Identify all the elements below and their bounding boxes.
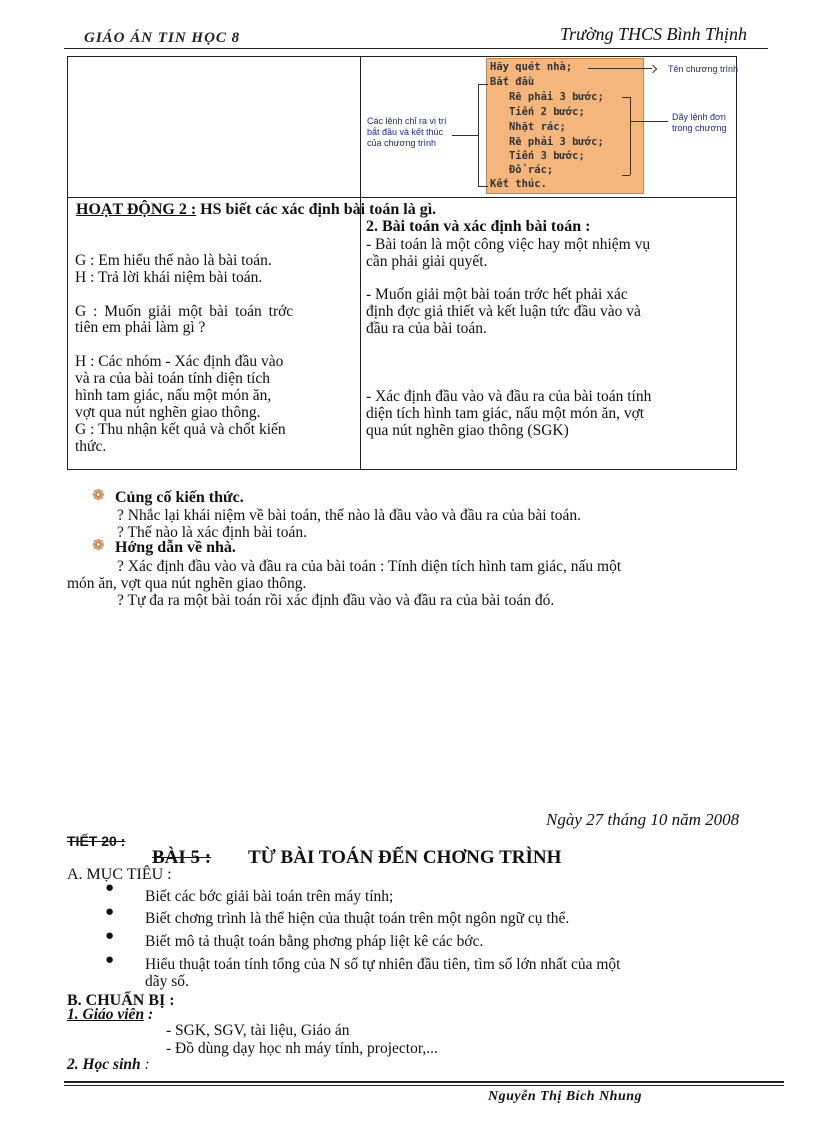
bracket-line: [630, 97, 631, 175]
lesson-date: Ngày 27 tháng 10 năm 2008: [546, 810, 740, 829]
bracket-line: [622, 175, 630, 176]
code-line: Đổ rác;: [490, 164, 554, 176]
footer-author: Nguyễn Thị Bích Nhung: [488, 1089, 643, 1104]
bullet-icon: ●: [105, 928, 115, 944]
student-label: 2. Học sinh: [67, 1056, 141, 1073]
teacher-item: - Đồ dùng dạy học nh máy tính, projector,...: [166, 1040, 438, 1057]
note-start-end: bắt đầu và kết thúc: [367, 127, 444, 137]
right-line: qua nút nghẽn giao thông (SGK): [366, 422, 569, 439]
right-line: - Xác định đầu vào và đầu ra của bài toán tính: [366, 388, 652, 405]
left-line: hình tam giác, nấu một món ăn,: [75, 387, 272, 404]
code-line: Tiến 3 bước;: [490, 150, 585, 162]
left-line: G : Thu nhận kết quả và chốt kiến: [75, 421, 286, 438]
left-line: H : Trả lời khái niệm bài toán.: [75, 269, 263, 286]
left-line: H : Các nhóm - Xác định đầu vào: [75, 353, 284, 370]
code-line: Bắt đầu: [490, 76, 535, 88]
note-commands: Dãy lệnh đơn: [672, 112, 726, 122]
homework-line: ? Tự đa ra một bài toán rồi xác định đầu vào và đầu ra của bài toán đó.: [117, 592, 555, 609]
footer-rule-thin: [64, 1085, 784, 1086]
homework-line: ? Xác định đầu vào và đầu ra của bài toán : Tính diện tích hình tam giác, nấu một: [117, 558, 622, 575]
header-right: Trường THCS Bình Thịnh: [560, 24, 747, 44]
consolidate-line: ? Thế nào là xác định bài toán.: [117, 524, 307, 541]
consolidate-line: ? Nhắc lại khái niệm về bài toán, thế nào là đầu vào và đầu ra của bài toán.: [117, 507, 581, 524]
note-start-end: Các lệnh chỉ ra vị trí: [367, 116, 447, 126]
code-line: Rẽ phải 3 bước;: [490, 91, 604, 103]
bullet-icon: ●: [105, 904, 115, 920]
right-line: định đợc giả thiết và kết luận tức đầu vào và: [366, 303, 641, 320]
bracket-line: [478, 84, 488, 85]
left-line: và ra của bài toán tính diện tích: [75, 370, 270, 387]
teacher-colon: :: [144, 1006, 154, 1023]
connector-line: [588, 68, 652, 69]
student-colon: :: [140, 1056, 150, 1073]
objective-item: Hiểu thuật toán tính tổng của N số tự nhiên đầu tiên, tìm số lớn nhất của một: [145, 956, 621, 973]
objective-item: Biết chơng trình là thể hiện của thuật toán trên một ngôn ngữ cụ thể.: [145, 910, 570, 927]
homework-line: món ăn, vợt qua nút nghẽn giao thông.: [67, 575, 307, 592]
section-a-title: A. MỤC TIÊU :: [67, 866, 172, 883]
left-line: G : Muốn giải một bài toán trớc: [75, 303, 294, 320]
objective-item: Biết mô tả thuật toán bằng phơng pháp liệt kê các bớc.: [145, 933, 484, 950]
code-line: Tiến 2 bước;: [490, 106, 585, 118]
activity-heading-label: HOẠT ĐỘNG 2 :: [76, 201, 197, 218]
table-horizontal-divider: [68, 197, 736, 198]
activity-heading: [76, 201, 436, 218]
objective-item: Biết các bớc giải bài toán trên máy tính;: [145, 888, 394, 905]
lesson-title: TỪ BÀI TOÁN ĐẾN CHƠNG TRÌNH: [248, 847, 562, 868]
consolidate-title: Củng cố kiến thức.: [115, 489, 244, 506]
left-line: vợt qua nút nghẽn giao thông.: [75, 404, 261, 421]
right-line: diện tích hình tam giác, nấu một món ăn, vợt: [366, 405, 645, 422]
right-line: đầu ra của bài toán.: [366, 320, 487, 337]
code-line: Hãy quét nhà;: [490, 61, 573, 73]
student-heading: [67, 1056, 150, 1073]
left-line: thức.: [75, 438, 107, 455]
note-program-name: Tên chương trình: [668, 64, 738, 74]
flower-bullet-icon: ❁: [92, 538, 105, 554]
activity-heading-text: HS biết các xác định bài toán là gì.: [200, 201, 437, 218]
period-label: TIẾT 20 :: [67, 833, 126, 849]
note-commands: trong chương: [672, 123, 727, 133]
code-line: Kết thúc.: [490, 178, 547, 190]
left-line: tiên em phải làm gì ?: [75, 319, 206, 336]
footer-rule: [64, 1081, 784, 1083]
homework-title: Hớng dẫn về nhà.: [115, 539, 236, 556]
right-line: cần phải giải quyết.: [366, 253, 488, 270]
flower-bullet-icon: ❁: [92, 488, 105, 504]
bullet-icon: ●: [105, 952, 115, 968]
code-line: Nhặt rác;: [490, 121, 566, 133]
header-rule: [64, 48, 768, 49]
bracket-line: [478, 84, 479, 186]
objective-item: dãy số.: [145, 973, 189, 990]
note-start-end: của chương trình: [367, 138, 436, 148]
right-line: - Muốn giải một bài toán trớc hết phải xác: [366, 286, 628, 303]
teacher-label: 1. Giáo viên: [67, 1006, 145, 1023]
teacher-item: - SGK, SGV, tài liệu, Giáo án: [166, 1022, 350, 1039]
bracket-line: [478, 186, 488, 187]
code-line: Rẽ phải 3 bước;: [490, 136, 604, 148]
right-line: - Bài toán là một công việc hay một nhiệm vụ: [366, 236, 651, 253]
bullet-icon: ●: [105, 880, 115, 896]
section-b-title: B. CHUẨN BỊ :: [67, 992, 175, 1009]
left-line: G : Em hiểu thế nào là bài toán.: [75, 252, 272, 269]
table-vertical-divider: [360, 57, 361, 469]
lesson-label: BÀI 5 :: [152, 847, 212, 868]
header-left: GIÁO ÁN TIN HỌC 8: [84, 30, 241, 46]
bracket-line: [622, 97, 630, 98]
connector-line: [630, 121, 668, 122]
teacher-heading: [67, 1006, 153, 1023]
connector-line: [452, 135, 478, 136]
right-title: 2. Bài toán và xác định bài toán :: [366, 218, 591, 235]
